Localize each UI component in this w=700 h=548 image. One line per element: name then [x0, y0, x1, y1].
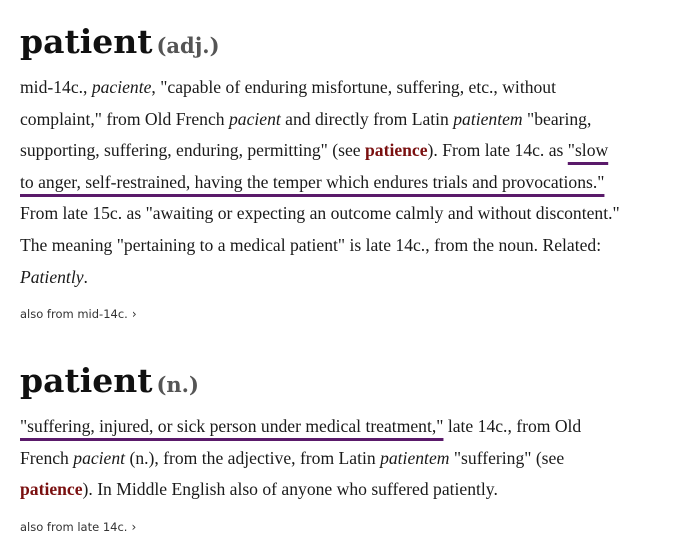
definition-line: From late 15c. as "awaiting or expecting an outcome calmly and without discontent." [20, 203, 620, 224]
entry-headword: patient (n.) [20, 361, 199, 401]
entry-definition [20, 411, 684, 506]
definition-line: mid-14c., paciente, "capable of enduring misfortune, suffering, etc., without [20, 77, 556, 97]
italic-term: pacient [228, 108, 281, 129]
definition-line: patience). In Middle English also of anyone who suffered patiently. [20, 479, 498, 500]
definition-line: The meaning "pertaining to a medical patient" is late 14c., from the noun. Related: [20, 234, 602, 255]
also-from-link[interactable]: also from mid-14c. › [20, 307, 137, 322]
entry-patient-adjective [20, 22, 684, 323]
italic-term: pacient [73, 447, 126, 468]
chevron-right-icon: › [131, 519, 137, 534]
cross-reference-link[interactable]: patience [20, 479, 83, 500]
part-of-speech: (n.) [156, 372, 199, 398]
highlighted-sense: to anger, self-restrained, having the temper which endures trials and provocations." [20, 171, 605, 192]
italic-term: paciente [91, 77, 152, 97]
definition-line: supporting, suffering, enduring, permitting" (see patience). From late 14c. as "slow [20, 140, 609, 161]
highlighted-sense: "suffering, injured, or sick person under medical treatment," [20, 416, 444, 437]
definition-line: "suffering, injured, or sick person under medical treatment," late 14c., from Old [20, 416, 582, 437]
italic-term: Patiently [20, 266, 84, 287]
entry-definition [20, 72, 684, 293]
definition-line: Patiently. [20, 266, 88, 287]
definition-line: complaint," from Old French pacient and directly from Latin patientem "bearing, [20, 108, 592, 129]
entry-patient-noun [20, 361, 684, 536]
italic-term: patientem [380, 447, 450, 468]
definition-line [20, 167, 684, 199]
entry-headword: patient (adj.) [20, 22, 220, 61]
highlighted-sense: "slow [567, 140, 609, 161]
cross-reference-link[interactable]: patience [365, 140, 428, 161]
also-from-link[interactable]: also from late 14c. › [20, 519, 137, 534]
definition-line: French pacient (n.), from the adjective, from Latin patientem "suffering" (see [20, 447, 565, 468]
italic-term: patientem [453, 108, 523, 129]
chevron-right-icon: › [131, 307, 137, 322]
etymology-page [20, 22, 684, 536]
part-of-speech: (adj.) [156, 33, 220, 58]
